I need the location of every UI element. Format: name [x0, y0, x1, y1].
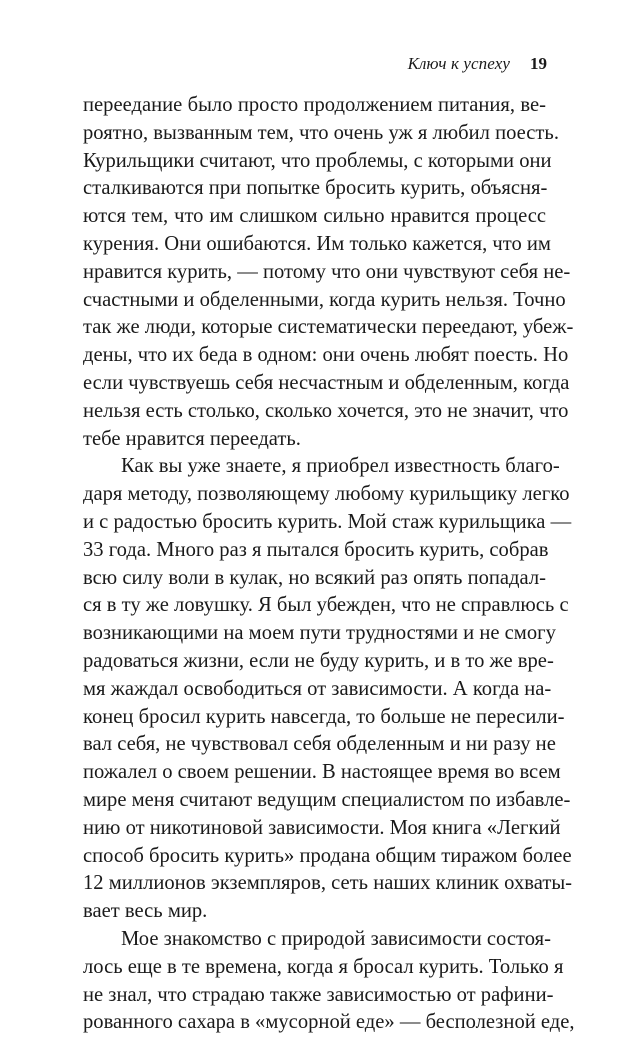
text-line: Мое знакомство с природой зависимости состоя-: [121, 927, 551, 950]
text-line: способ бросить курить» продана общим тиражом более: [83, 844, 572, 867]
text-line: сталкиваются при попытке бросить курить, объясня-: [83, 177, 548, 200]
page-number: 19: [530, 54, 547, 73]
text-line: курения. Они ошибаются. Им только кажется, что им: [83, 232, 551, 255]
paragraph: [83, 453, 573, 926]
text-line: 12 миллионов экземпляров, сеть наших клиник охваты-: [83, 872, 573, 895]
text-line: и с радостью бросить курить. Мой стаж курильщика —: [83, 510, 572, 533]
text-line: пожалел о своем решении. В настоящее время во всем: [83, 761, 561, 784]
text-line: вает весь мир.: [83, 900, 208, 923]
text-line: радоваться жизни, если не буду курить, и в то же вре-: [83, 649, 554, 672]
text-line: тебе нравится переедать.: [83, 427, 301, 450]
text-line: всю силу воли в кулак, но всякий раз опять попадал-: [83, 566, 546, 589]
running-head-title: Ключ к успеху: [407, 54, 510, 73]
text-line: Как вы уже знаете, я приобрел известность благо-: [121, 455, 560, 478]
body-text: [83, 92, 575, 1037]
text-line: мире меня считают ведущим специалистом по избавле-: [83, 788, 571, 811]
text-line: возникающими на моем пути трудностями и не смогу: [83, 622, 556, 645]
text-line: Курильщики считают, что проблемы, с которыми они: [83, 149, 552, 172]
text-line: если чувствуешь себя несчастным и обделенным, когда: [83, 371, 570, 394]
text-line: нравится курить, — потому что они чувствуют себя не-: [83, 260, 571, 283]
text-line: роятно, вызванным тем, что очень уж я любил поесть.: [83, 121, 559, 144]
text-line: ются тем, что им слишком сильно нравится процесс: [83, 205, 546, 228]
text-line: конец бросил курить навсегда, то больше не пересили-: [83, 705, 565, 728]
text-line: ся в ту же ловушку. Я был убежден, что не справлюсь с: [83, 594, 569, 617]
text-line: лось еще в те времена, когда я бросал курить. Только я: [83, 955, 564, 978]
text-line: нельзя есть столько, сколько хочется, это не значит, что: [83, 399, 569, 422]
text-line: счастными и обделенными, когда курить нельзя. Точно: [83, 288, 566, 311]
paragraph: [83, 926, 575, 1037]
paragraph: [83, 92, 574, 453]
text-line: нию от никотиновой зависимости. Моя книга «Легкий: [83, 816, 561, 839]
running-head: [408, 54, 547, 74]
text-line: так же люди, которые систематически переедают, убеж-: [83, 316, 574, 339]
text-line: рованного сахара в «мусорной еде» — бесполезной еде,: [83, 1011, 575, 1034]
text-line: дены, что их беда в одном: они очень любят поесть. Но: [83, 344, 569, 367]
text-line: даря методу, позволяющему любому курильщику легко: [83, 483, 570, 506]
text-line: вал себя, не чувствовал себя обделенным и ни разу не: [83, 733, 556, 756]
text-line: не знал, что страдаю также зависимостью от рафини-: [83, 983, 554, 1006]
text-line: переедание было просто продолжением питания, ве-: [83, 94, 546, 116]
text-line: 33 года. Много раз я пытался бросить курить, собрав: [83, 538, 549, 561]
text-line: мя жаждал освободиться от зависимости. А когда на-: [83, 677, 552, 700]
